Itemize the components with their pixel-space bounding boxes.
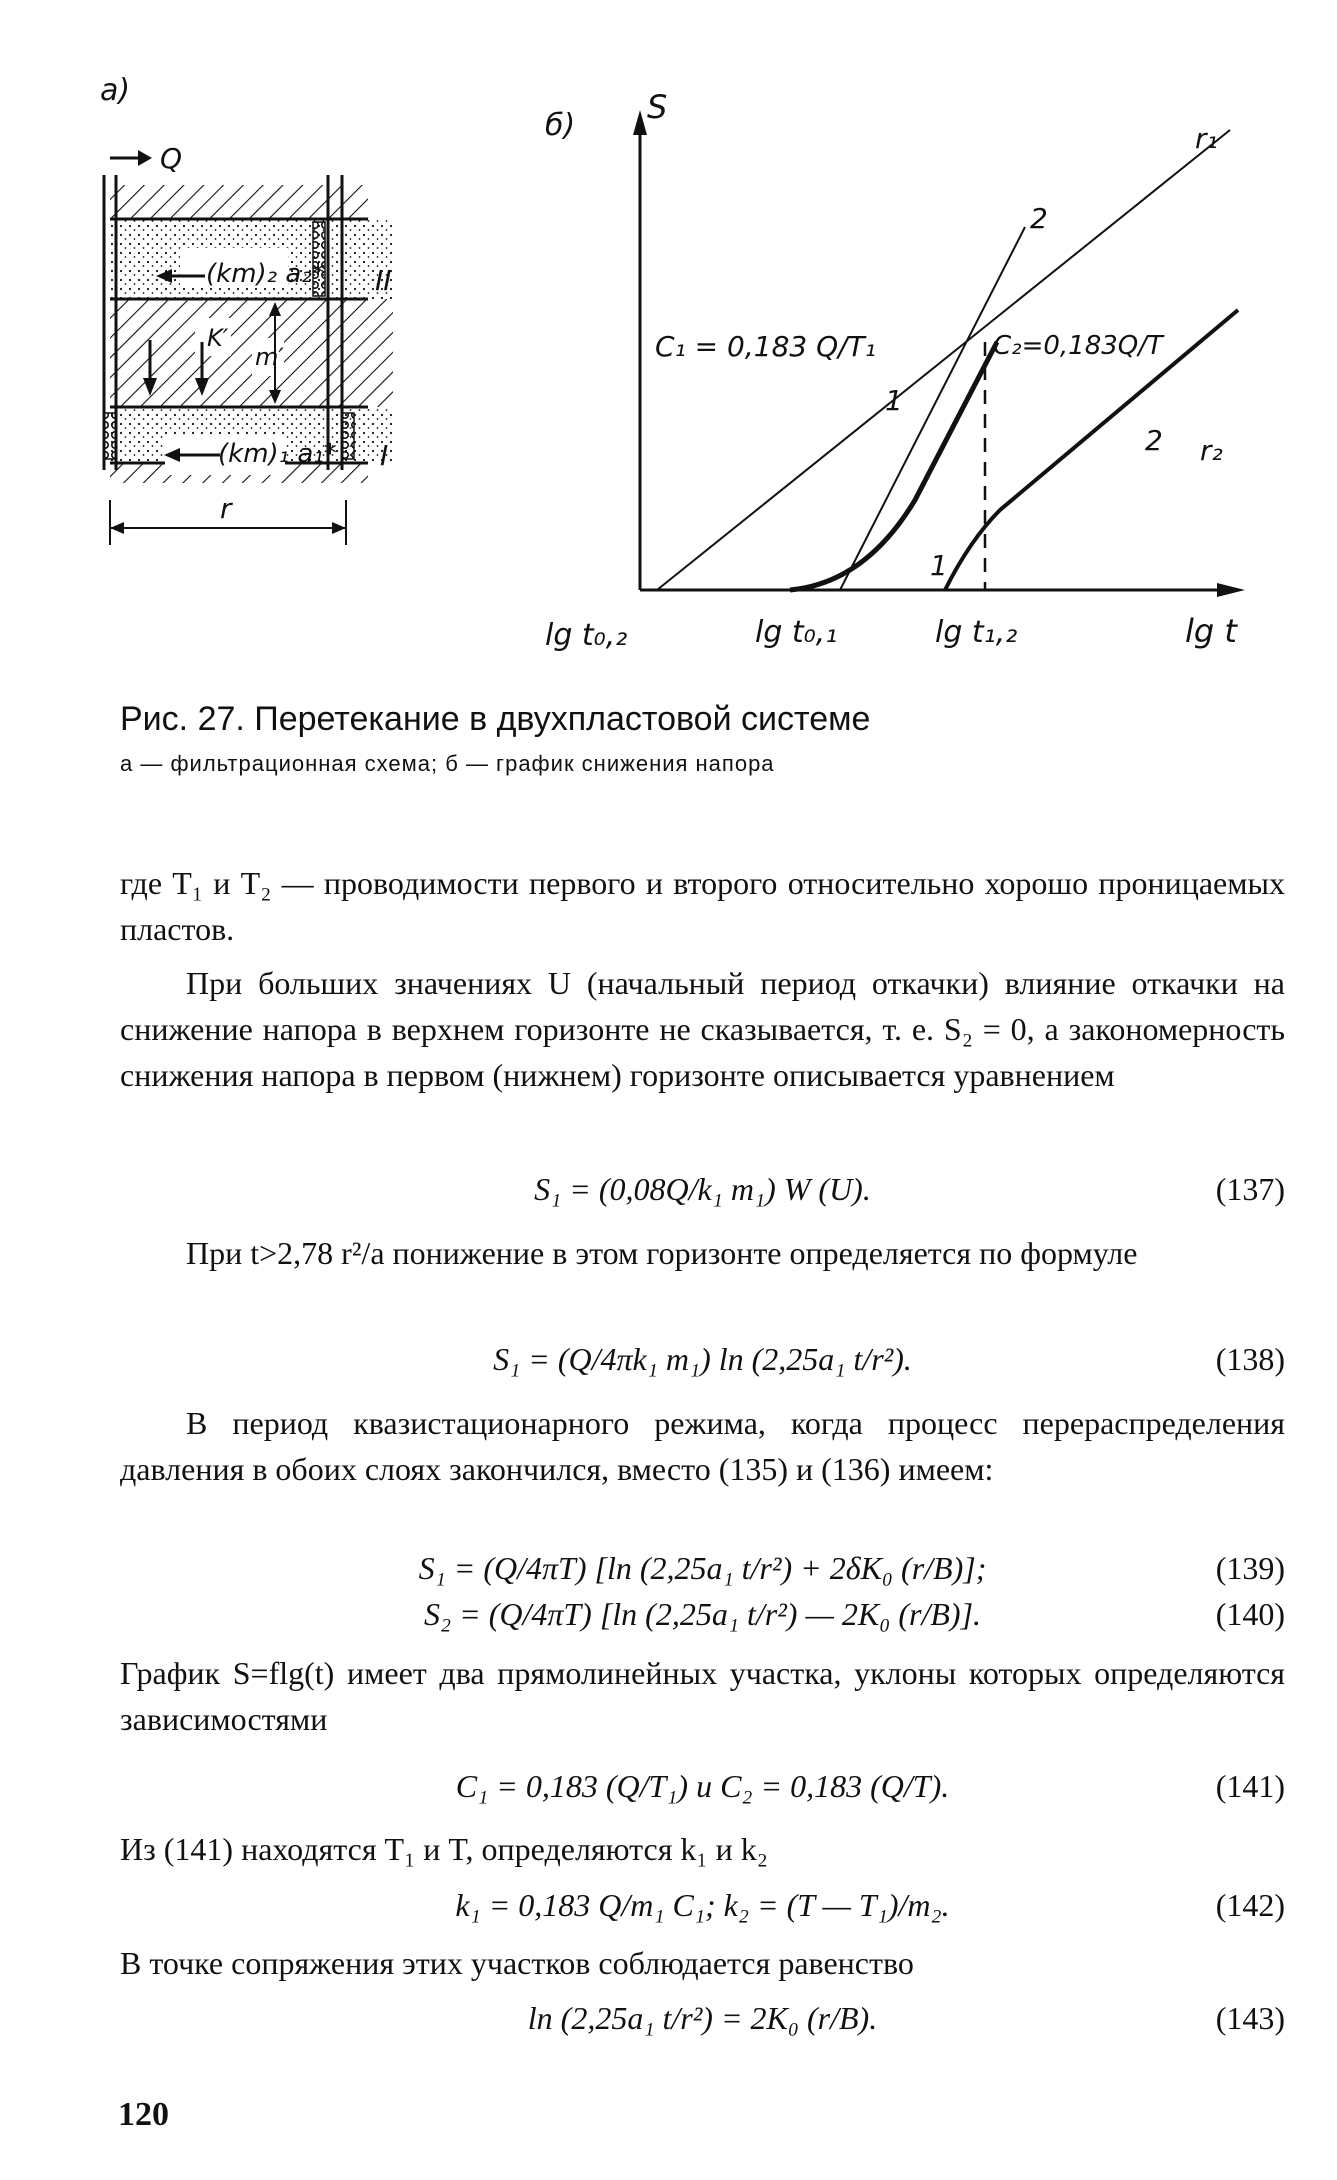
equation-number: (137): [1215, 1171, 1285, 1207]
r2-label: r₂: [1200, 434, 1223, 467]
equation-number: (139): [1215, 1550, 1285, 1586]
equation-formula: ln (2,25a₁ t/r²) = 2K₀ (r/B).: [527, 2000, 878, 2036]
curve-1-upper-label: 1: [885, 384, 903, 417]
r1-label: r₁: [1195, 122, 1218, 155]
equation-143: [120, 1995, 1285, 2041]
curve-2-upper-label: 2: [1030, 202, 1048, 235]
well-screen-lower: [104, 413, 116, 459]
curve-2-lower-label: 2: [1145, 424, 1163, 457]
thickness-label: m′: [255, 343, 284, 371]
paragraph: В точке сопряжения этих участков соблюдается равенство: [120, 1945, 914, 1981]
equation-formula: S₂ = (Q/4πT) [ln (2,25a₁ t/r²) — 2K₀ (r/B)].: [423, 1596, 982, 1632]
equation-142: [120, 1882, 1285, 1928]
panel-b-label: б): [545, 108, 576, 143]
paragraph: Из (141) находятся T₁ и T, определяются k₁ и k₂: [120, 1831, 768, 1867]
leakance-label: K′: [207, 324, 229, 352]
figure-panel-b: [545, 80, 1265, 680]
equation-140: [120, 1591, 1285, 1637]
tick-lg-t12: lg t₁,₂: [935, 615, 1018, 650]
equation-number: (143): [1215, 2000, 1285, 2036]
equation-137: [120, 1166, 1285, 1212]
filtration-scheme-diagram: [100, 73, 410, 525]
equation-formula: S₁ = (Q/4πk₁ m₁) ln (2,25a₁ t/r²).: [493, 1341, 912, 1377]
x-axis-arrow-icon: [1217, 583, 1245, 597]
equation-formula: S₁ = (Q/4πT) [ln (2,25a₁ t/r²) + 2δK₀ (r/B)];: [418, 1550, 987, 1586]
paragraph: При больших значениях U (начальный период откачки) влияние откачки на снижение напора в верхнем горизонте не сказывается, т. е. S₂ = 0, а закономерность снижения напора в первом (нижнем) горизонте описывается уравнением: [120, 965, 1285, 1093]
caption-subtitle: а — фильтрационная схема; б — график снижения напора: [120, 751, 775, 776]
figure-caption: [120, 700, 1220, 777]
y-axis-arrow-icon: [633, 110, 647, 135]
x-axis-label: lg t: [1185, 612, 1237, 650]
lower-layer-label: (km)₁ a₁*: [218, 439, 337, 469]
equation-number: (141): [1215, 1768, 1285, 1804]
equation-138: [120, 1336, 1285, 1382]
c2-label: C₂=0,183Q/T: [993, 331, 1163, 361]
equation-formula: S₁ = (0,08Q/k₁ m₁) W (U).: [534, 1171, 871, 1207]
distance-label: r: [220, 492, 232, 525]
tick-lg-t01: lg t₀,₁: [755, 615, 838, 650]
upper-layer-label: (km)₂ a₂*: [206, 259, 325, 289]
panel-a-label: а): [100, 73, 131, 108]
figure-panel-a: [100, 73, 410, 525]
equation-141: [120, 1763, 1285, 1809]
drawdown-graph: [545, 80, 1265, 680]
paragraph: В период квазистационарного режима, когда процесс перераспределения давления в обоих слоях закончился, вместо (135) и (136) имеем:: [120, 1405, 1285, 1487]
paragraph: При t>2,78 r²/a понижение в этом горизонте определяется по формуле: [186, 1235, 1138, 1271]
paragraph: График S=flg(t) имеет два прямолинейных участка, уклоны которых определяются зависимостями: [120, 1655, 1285, 1737]
caption-title: Рис. 27. Перетекание в двухпластовой системе: [120, 700, 871, 738]
c1-label: C₁ = 0,183 Q/T₁: [655, 330, 876, 363]
page-number: 120: [118, 2096, 169, 2133]
y-axis-label: S: [647, 88, 668, 126]
flow-label: Q: [160, 142, 183, 175]
upper-layer-roman: II: [375, 264, 392, 297]
equation-number: (140): [1215, 1596, 1285, 1632]
equation-formula: C₁ = 0,183 (Q/T₁) и C₂ = 0,183 (Q/T).: [455, 1768, 950, 1804]
equation-number: (142): [1215, 1887, 1285, 1923]
tick-lg-t02: lg t₀,₂: [545, 618, 628, 653]
equation-139: [120, 1545, 1285, 1591]
flow-arrow-icon: [110, 150, 152, 166]
observation-screen-lower: [342, 413, 354, 459]
paragraph: где T₁ и T₂ — проводимости первого и второго относительно хорошо проницаемых пластов.: [120, 865, 1285, 947]
line-2-upper: [840, 227, 1025, 590]
curve-1-lower-label: 1: [930, 549, 948, 582]
equation-formula: k₁ = 0,183 Q/m₁ C₁; k₂ = (T — T₁)/m₂.: [455, 1887, 950, 1923]
lower-layer-roman: I: [380, 439, 389, 472]
equation-number: (138): [1215, 1341, 1285, 1377]
